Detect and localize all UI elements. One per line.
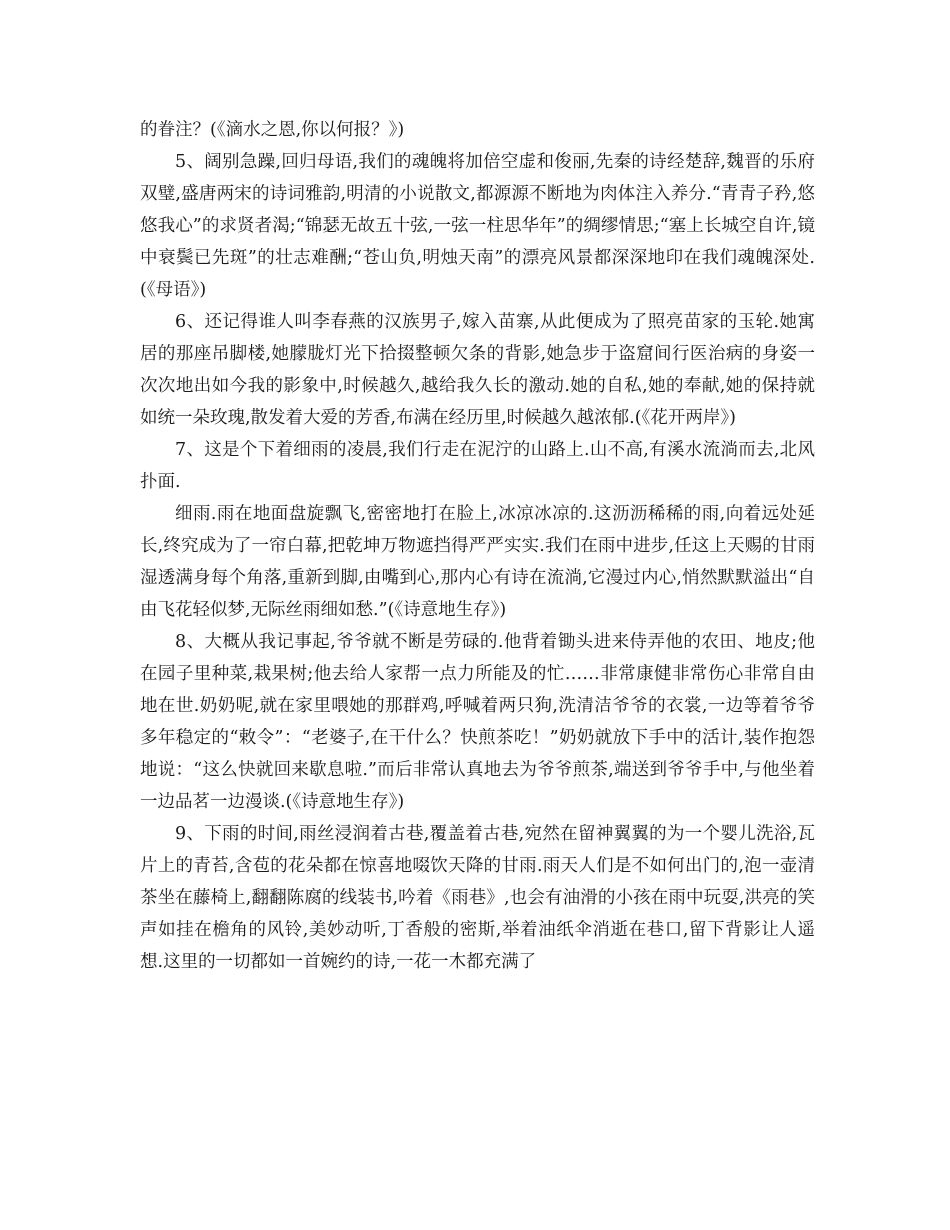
paragraph-5: 5、阔别急躁,回归母语,我们的魂魄将加倍空虚和俊丽,先秦的诗经楚辞,魏晋的乐府双璧,盛唐两宋的诗词雅韵,明清的小说散文,都源源不断地为肉体注入养分.“青青子矜,悠悠我心”的求贤者渴;“锦瑟无故五十弦,一弦一柱思华年”的绸缪情思;“塞上长城空自许,镜中衰鬓已先斑”的壮志难酬;“苍山负,明烛天南”的漂亮风景都深深地印在我们魂魄深处.(《母语》)	[140, 152, 815, 300]
paragraph-continued: 的眷注？(《滴水之恩,你以何报？》)	[140, 120, 405, 140]
paragraph-7-continued: 细雨.雨在地面盘旋飘飞,密密地打在脸上,冰凉冰凉的.这沥沥稀稀的雨,向着远处延长,终究成为了一帘白幕,把乾坤万物遮挡得严严实实.我们在雨中进步,任这上天赐的甘雨湿透满身每个角落,重新到脚,由嘴到心,那内心有诗在流淌,它漫过内心,悄然默默溢出“自由飞花轻似梦,无际丝雨细如愁.”(《诗意地生存》)	[140, 504, 815, 620]
paragraph-7: 7、这是个下着细雨的凌晨,我们行走在泥泞的山路上.山不高,有溪水流淌而去,北风扑面.	[140, 440, 815, 492]
paragraph-9: 9、下雨的时间,雨丝浸润着古巷,覆盖着古巷,宛然在留神翼翼的为一个婴儿洗浴,瓦片上的青苔,含苞的花朵都在惊喜地啜饮天降的甘雨.雨天人们是不如何出门的,泡一壶清茶坐在藤椅上,翻翻陈腐的线装书,吟着《雨巷》,也会有油滑的小孩在雨中玩耍,洪亮的笑声如挂在檐角的风铃,美妙动听,丁香般的密斯,举着油纸伞消逝在巷口,留下背影让人遥想.这里的一切都如一首婉约的诗,一花一木都充满了	[140, 824, 815, 972]
paragraph-6: 6、还记得谁人叫李春燕的汉族男子,嫁入苗寨,从此便成为了照亮苗家的玉轮.她寓居的那座吊脚楼,她朦胧灯光下拾掇整顿欠条的背影,她急步于盗窟间行医治病的身姿一次次地出如今我的影象中,时候越久,越给我久长的激动.她的自私,她的奉献,她的保持就如统一朵玫瑰,散发着大爱的芳香,布满在经历里,时候越久越浓郁.(《花开两岸》)	[140, 312, 815, 428]
document-body	[140, 114, 815, 978]
paragraph-8: 8、大概从我记事起,爷爷就不断是劳碌的.他背着锄头进来侍弄他的农田、地皮;他在园子里种菜,栽果树;他去给人家帮一点力所能及的忙……非常康健非常伤心非常自由地在世.奶奶呢,就在家里喂她的那群鸡,呼喊着两只狗,洗清洁爷爷的衣裳,一边等着爷爷多年稳定的“敕令”：“老婆子,在干什么？快煎茶吃！”奶奶就放下手中的活计,装作抱怨地说：“这么快就回来歇息啦.”而后非常认真地去为爷爷煎茶,端送到爷爷手中,与他坐着一边品茗一边漫谈.(《诗意地生存》)	[140, 632, 815, 812]
